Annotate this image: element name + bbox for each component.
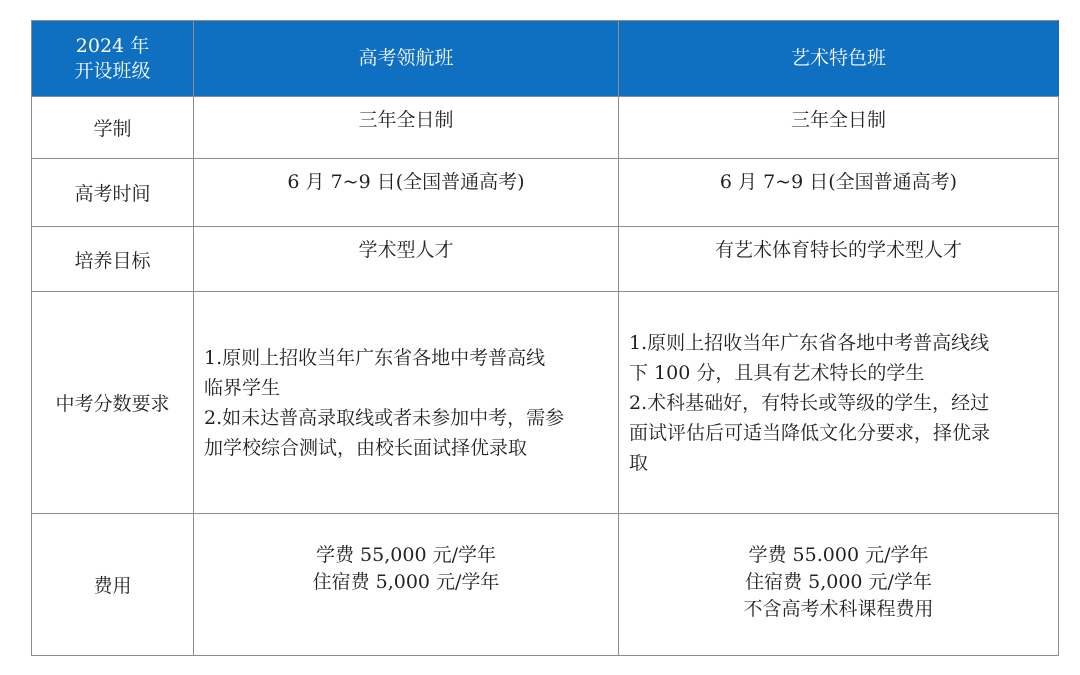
header-row: [32, 21, 1059, 97]
row-label-goal: 培养目标: [32, 227, 194, 292]
fees-art-note: 不含高考术科课程费用: [743, 598, 934, 620]
score-art-line1: 1.原则上招收当年广东省各地中考普高线线: [629, 331, 990, 354]
header-col-pilot-class: 高考领航班: [194, 21, 619, 97]
header-corner: [32, 21, 194, 97]
score-pilot-line2: 临界学生: [204, 376, 281, 399]
table-row: [32, 227, 1059, 292]
cell-goal-art: 有艺术体育特长的学术型人才: [619, 227, 1059, 292]
score-art-line3: 2.术科基础好，有特长或等级的学生，经过: [629, 391, 990, 414]
row-label-exam-time: 高考时间: [32, 159, 194, 227]
table-row: [32, 97, 1059, 159]
table-row: [32, 292, 1059, 514]
cell-score-pilot: [194, 292, 619, 514]
fees-art-boarding: 住宿费 5,000 元/学年: [745, 571, 932, 593]
cell-fees-pilot: [194, 514, 619, 656]
row-label-fees: 费用: [32, 514, 194, 656]
cell-fees-art: [619, 514, 1059, 656]
header-corner-line1: 2024 年: [75, 34, 150, 57]
fees-art-tuition: 学费 55.000 元/学年: [748, 544, 929, 566]
enrollment-table: [31, 20, 1059, 656]
cell-score-art: [619, 292, 1059, 514]
table-row: [32, 159, 1059, 227]
score-art-line5: 取: [629, 451, 649, 474]
header-col-art-class: 艺术特色班: [619, 21, 1059, 97]
cell-goal-pilot: 学术型人才: [194, 227, 619, 292]
score-pilot-line1: 1.原则上招收当年广东省各地中考普高线: [204, 346, 546, 369]
cell-exam-time-art: 6 月 7~9 日(全国普通高考): [619, 159, 1059, 227]
row-label-duration: 学制: [32, 97, 194, 159]
row-label-score-requirement: 中考分数要求: [32, 292, 194, 514]
table-row: [32, 514, 1059, 656]
cell-exam-time-pilot: 6 月 7~9 日(全国普通高考): [194, 159, 619, 227]
score-art-line4: 面试评估后可适当降低文化分要求，择优录: [629, 421, 991, 444]
cell-duration-art: 三年全日制: [619, 97, 1059, 159]
score-pilot-line4: 加学校综合测试，由校长面试择优录取: [204, 436, 528, 459]
score-art-line2: 下 100 分，且具有艺术特长的学生: [629, 361, 925, 384]
fees-pilot-tuition: 学费 55,000 元/学年: [316, 544, 496, 566]
score-pilot-line3: 2.如未达普高录取线或者未参加中考，需参: [204, 406, 565, 429]
fees-pilot-boarding: 住宿费 5,000 元/学年: [312, 571, 500, 593]
header-corner-line2: 开设班级: [74, 59, 151, 82]
cell-duration-pilot: 三年全日制: [194, 97, 619, 159]
